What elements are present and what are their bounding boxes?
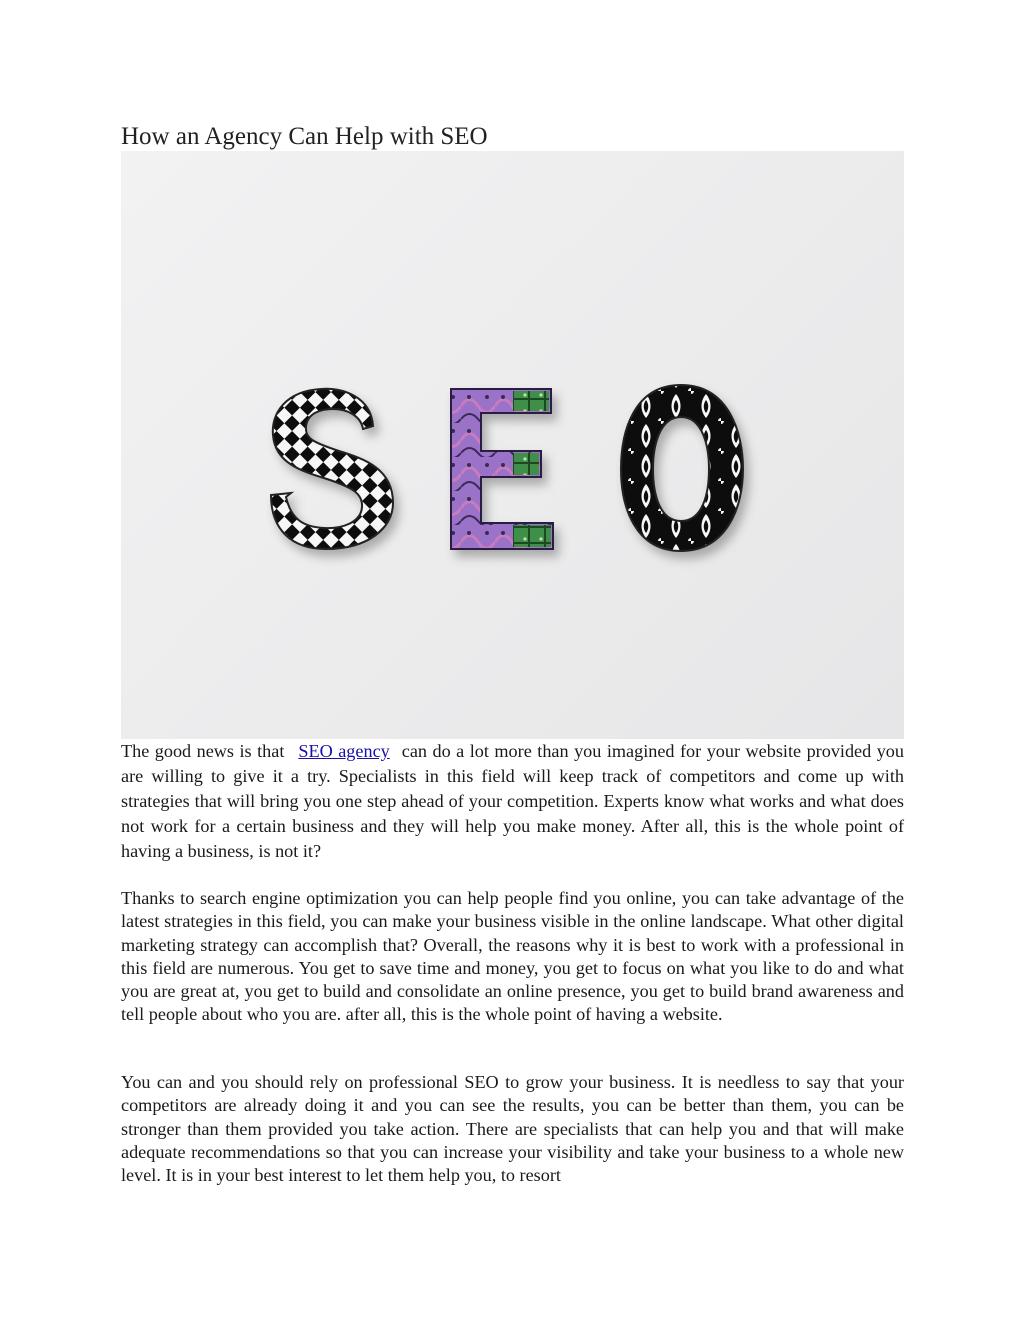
paragraph-3: You can and you should rely on professional SEO to grow your business. It is needless to say that your competitors are already doing it and you can see the results, you can be better than them, you can be stronger than them provided you take action. There are specialists that can help you and that will make adequate recommendations so that you can increase your visibility and take your business to a whole new level. It is in your best interest to let them help you, to resort xyxy=(121,1072,904,1186)
letter-o-shape xyxy=(621,385,743,551)
letter-e-shape xyxy=(451,389,553,549)
seo-agency-link[interactable]: SEO agency xyxy=(298,741,390,761)
seo-letters-image xyxy=(121,151,904,739)
letter-s-shape xyxy=(271,389,393,549)
page-title: How an Agency Can Help with SEO xyxy=(121,123,488,150)
paragraph-1-intro: The good news is that xyxy=(121,741,285,761)
paragraph-1-body: can do a lot more than you imagined for your website provided you are willing to give it a try. Specialists in this field will keep track of competitors and come up with strategies that will bring you one step ahead of your competition. Experts know what works and what does not work for a certain business and they will help you make money. After all, this is the whole point of having a business, is not it? xyxy=(121,741,904,861)
paragraph-1 xyxy=(121,739,904,864)
paragraph-2: Thanks to search engine optimization you can help people find you online, you can take advantage of the latest strategies in this field, you can make your business visible in the online landscape. What other digital marketing strategy can accomplish that? Overall, the reasons why it is best to work with a professional in this field are numerous. You get to save time and money, you get to focus on what you like to do and what you are great at, you get to build and consolidate an online presence, you get to build brand awareness and tell people about who you are. after all, this is the whole point of having a website. xyxy=(121,888,904,1025)
